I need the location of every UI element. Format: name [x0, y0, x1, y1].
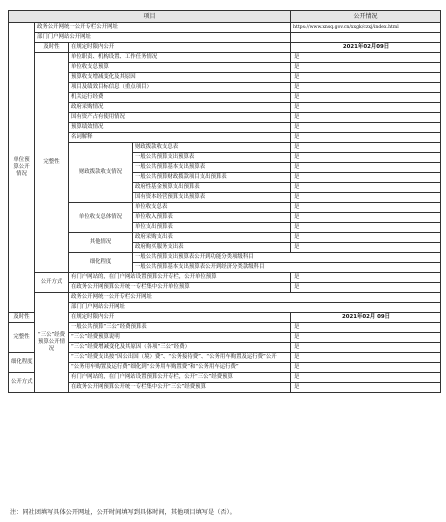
- detail-label: 细化程度: [9, 353, 35, 373]
- cell-value: 是: [291, 203, 441, 213]
- row-label: 国有资产占有使用情况: [69, 113, 291, 123]
- row-label: “三公”经费预算说明: [69, 333, 291, 343]
- cell-value: [291, 33, 441, 43]
- row-label: 名词解释: [69, 133, 291, 143]
- cell-value: 是: [291, 223, 441, 233]
- section-unit-budget-label: 单位预算公开情况: [9, 23, 35, 313]
- row-label: 单位收支总表: [133, 203, 291, 213]
- cell-value: 是: [291, 103, 441, 113]
- table-row: [9, 253, 441, 263]
- cell-value: 是: [291, 193, 441, 203]
- table-row: [9, 343, 441, 353]
- fiscal-group-label: 财政拨款收支情况: [69, 143, 133, 203]
- detail-label: 细化程度: [69, 253, 133, 273]
- table-row: [9, 63, 441, 73]
- cell-value: 是: [291, 113, 441, 123]
- header-item: 项目: [9, 11, 291, 23]
- cell-value: 是: [291, 323, 441, 333]
- row-label: 在政务公开网预算公开统一专栏集中公开“三公”经费预算: [69, 383, 291, 393]
- row-label: 部门门户网站公开网址: [35, 33, 291, 43]
- table-row: [9, 23, 441, 33]
- table-row: [9, 33, 441, 43]
- method-label: 公开方式: [9, 373, 35, 393]
- disclosure-table: [8, 10, 441, 393]
- row-label: 预算绩效情况: [69, 123, 291, 133]
- cell-value: 是: [291, 153, 441, 163]
- table-row: [9, 323, 441, 333]
- row-label: 在政务公开网预算公开统一专栏集中公开单位预算: [69, 283, 291, 293]
- cell-value: 是: [291, 83, 441, 93]
- cell-value: 是: [291, 353, 441, 363]
- row-label: 政务公开网统一公开专栏公开网址: [69, 293, 441, 303]
- publish-date: 2021年02月 09日: [291, 313, 441, 323]
- cell-value: 是: [291, 333, 441, 343]
- row-label: 单位职责、机构设置、工作任务情况: [69, 53, 291, 63]
- header-status: 公开情况: [291, 11, 441, 23]
- completeness-label: 完整性: [35, 53, 69, 273]
- table-row: [9, 313, 441, 323]
- cell-value: 是: [291, 373, 441, 383]
- row-label: 单位支出预算表: [133, 223, 291, 233]
- cell-value: 是: [291, 73, 441, 83]
- cell-value: 是: [291, 283, 441, 293]
- row-label: 单位收入预算表: [133, 213, 291, 223]
- table-row: [9, 43, 441, 53]
- table-row: [9, 113, 441, 123]
- table-row: [9, 123, 441, 133]
- table-row: [9, 273, 441, 283]
- cell-value: 是: [291, 163, 441, 173]
- timeliness-label: 及时性: [35, 43, 69, 53]
- table-header-row: [9, 11, 441, 23]
- cell-value: 是: [291, 273, 441, 283]
- cell-value: 是: [291, 63, 441, 73]
- cell-value: 是: [291, 243, 441, 253]
- row-label: 政府性基金预算支出预算表: [133, 183, 291, 193]
- overall-group-label: 单位收支总体情况: [69, 203, 133, 233]
- cell-value: 是: [291, 183, 441, 193]
- row-label: 在规定时限内公开: [69, 43, 291, 53]
- row-label: 一般公共预算基本支出预算表: [133, 163, 291, 173]
- row-label: 政府购买服务支出表: [133, 243, 291, 253]
- table-row: [9, 203, 441, 213]
- row-label: “三公”经费支出按“因公出国（境）费”、“公务接待费”、“公务用车购置及运行费”公开: [69, 353, 291, 363]
- cell-value: 是: [291, 233, 441, 243]
- table-row: [9, 133, 441, 143]
- table-row: [9, 53, 441, 63]
- table-row: [9, 333, 441, 343]
- row-label: 一般公共预算基本支出预算表公开到经济分类款级科目: [133, 263, 441, 273]
- row-label: 政务公开网统一公开专栏公开网址: [35, 23, 291, 33]
- row-label: 政府采购情况: [69, 103, 291, 113]
- row-label: 有门户网站的，在门户网站设置预算公开专栏，公开单位预算: [69, 273, 291, 283]
- row-label: 一般公共预算财政拨款项目支出预算表: [133, 173, 291, 183]
- row-label: 有门户网站的，在门户网站设置预算公开专栏，公开“三公”经费预算: [69, 373, 291, 383]
- table-row: [9, 73, 441, 83]
- table-row: [9, 143, 441, 153]
- row-label: 国有资本经营预算支出预算表: [133, 193, 291, 203]
- cell-value: 是: [291, 343, 441, 353]
- row-label: “公务用车购置及运行费”细化到“公务用车购置费”和“公务用车运行费”: [69, 363, 291, 373]
- row-label: 在规定时限内公开: [69, 313, 291, 323]
- section-three-public-label: “三公”经费预算公开情况: [35, 293, 69, 393]
- row-label: 单位收支总预算: [69, 63, 291, 73]
- row-label: 一般公共预算支出预算表公开到功能分类项级科目: [133, 253, 441, 263]
- table-row: [9, 83, 441, 93]
- table-row: [9, 103, 441, 113]
- row-label: 预算收支增减变化及其原因: [69, 73, 291, 83]
- cell-value: 是: [291, 93, 441, 103]
- cell-value: 是: [291, 123, 441, 133]
- cell-value: 是: [291, 53, 441, 63]
- row-label: “三公”经费增减变化及其原因（各项“三公”经费）: [69, 343, 291, 353]
- completeness-label: 完整性: [9, 323, 35, 353]
- cell-value: 是: [291, 173, 441, 183]
- cell-value: 是: [291, 143, 441, 153]
- row-label: 政府采购支出表: [133, 233, 291, 243]
- other-group-label: 其他情况: [69, 233, 133, 253]
- cell-value: 是: [291, 213, 441, 223]
- timeliness-label: 及时性: [9, 313, 35, 323]
- row-label: 一般公共预算支出预算表: [133, 153, 291, 163]
- cell-value: 是: [291, 383, 441, 393]
- row-label: 项目及绩效目标信息（重点项目）: [69, 83, 291, 93]
- row-label: 机关运行经费: [69, 93, 291, 103]
- table-row: [9, 93, 441, 103]
- method-label: 公开方式: [35, 273, 69, 293]
- table-row: [9, 293, 441, 303]
- footnote: 注：同社团填写具体公开网址，公开时间填写到具体时间，其他项目填写是（否）。: [10, 509, 236, 516]
- budget-disclosure-table: [8, 10, 441, 393]
- cell-value: 是: [291, 363, 441, 373]
- table-row: [9, 303, 441, 313]
- url-link[interactable]: https://www.xnsq.gov.cn/xxgk/czxj/index.html: [291, 23, 441, 33]
- row-label: 部门门户网站公开网址: [69, 303, 441, 313]
- publish-date: 2021年02月09日: [291, 43, 441, 53]
- table-row: [9, 233, 441, 243]
- row-label: 一般公共预算“三公”经费预算表: [69, 323, 291, 333]
- cell-value: 是: [291, 133, 441, 143]
- row-label: 财政拨款收支总表: [133, 143, 291, 153]
- table-row: [9, 283, 441, 293]
